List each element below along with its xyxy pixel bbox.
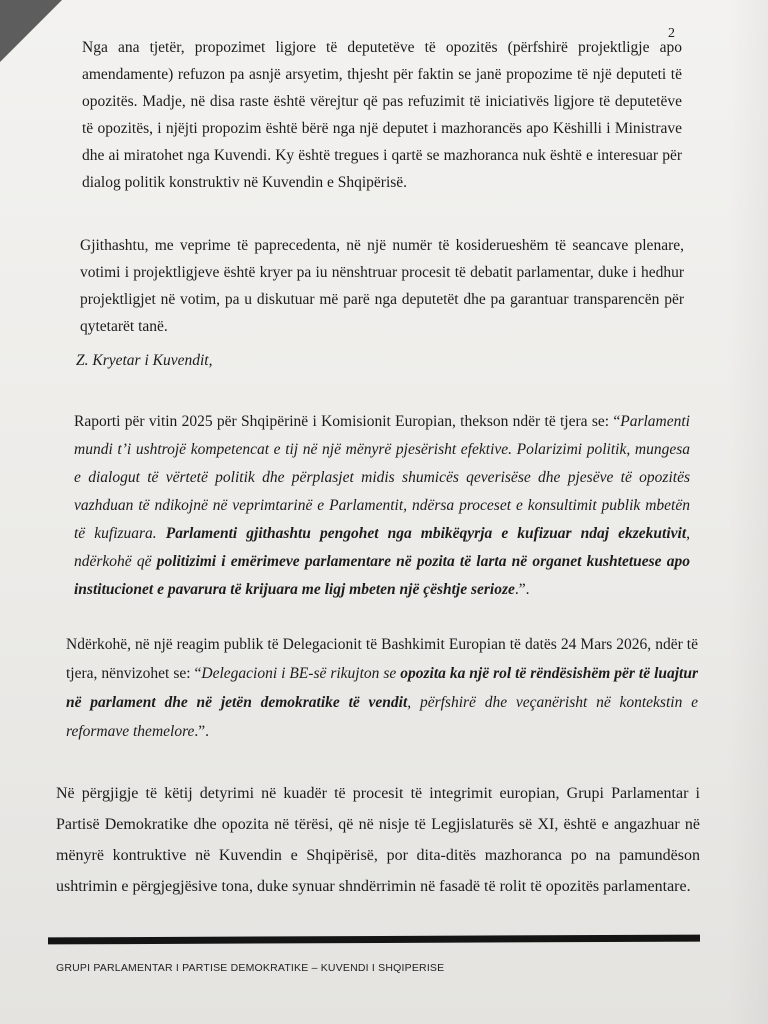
- folded-corner: [0, 0, 62, 62]
- eu-delegation-emphasis: opozita ka një rol të rëndësishëm për të luajtur në parlament dhe në jetën demokratike të vendit: [66, 665, 699, 711]
- ec-report-lead: Raporti për vitin 2025 për Shqipërinë i Komisionit Europian, thekson ndër të tjera se: “: [74, 413, 621, 430]
- ec-report-emphasis-1: Parlamenti gjithashtu pengohet nga mbikëqyrja e kufizuar ndaj ekzekutivit: [165, 525, 687, 542]
- footer-text: GRUPI PARLAMENTAR I PARTISE DEMOKRATIKE – KUVENDI I SHQIPERISE: [56, 962, 445, 974]
- page-shadow: [728, 0, 768, 1024]
- ec-report-tail: .”.: [514, 581, 530, 598]
- paragraph-eu-delegation: [66, 630, 698, 746]
- ec-report-emphasis-2: politizimi i emërimeve parlamentare në pozita të larta në organet kushtetuese apo institucionet e pavarura të krijuara me ligj mbeten një çështje serioze: [74, 553, 690, 598]
- ec-report-quote-1: Parlamenti mundi t’i ushtrojë kompetencat e tij në një mënyrë pjesërisht efektive. Polarizimi politik, mungesa e dialogut të vërtetë politik dhe përplasjet midis shumicës qeverisëse dhe pjesëve të opozitës vazhduan të ndikojnë në veprimtarinë e Parlamentit, ndërsa proceset e konsultimit publik mbetën të kufizuara.: [74, 413, 690, 542]
- eu-delegation-quote-1: Delegacioni i BE-së rikujton se: [201, 665, 401, 682]
- eu-delegation-quote-2: , përfshirë dhe veçanërisht në kontekstin e reformave themelore: [66, 694, 698, 740]
- salutation: Z. Kryetar i Kuvendit,: [76, 352, 213, 369]
- paragraph-ec-report: [74, 408, 690, 604]
- paragraph-voting-without-debate: Gjithashtu, me veprime të paprecedenta, në një numër të kosiderueshëm të seancave plenare, votimi i projektligjeve është kryer pa iu nënshtruar procesit të debatit parlamentar, duke i hedhur projektligjet në votim, pa u diskutuar më parë nga deputetët dhe pa garantuar transparencën për qytetarët tanë.: [80, 237, 684, 335]
- paragraph-opposition-proposals: Nga ana tjetër, propozimet ligjore të deputetëve të opozitës (përfshirë projektligje apo amendamente) refuzon pa asnjë arsyetim, thjesht për faktin se janë propozime të një deputeti të opozitës. Madje, në disa raste është vërejtur që pas refuzimit të iniciativës ligjore të deputetëve të opozitës, i njëjti propozim është bërë nga një deputet i mazhorancës apo Këshilli i Ministrave dhe ai miratohet nga Kuvendi. Ky është tregues i qartë se mazhoranca nuk është e interesuar për dialog politik konstruktiv në Kuvendin e Shqipërisë.: [82, 39, 682, 191]
- ec-report-quote-2: , ndërkohë që: [74, 525, 691, 570]
- footer-rule: [48, 935, 700, 945]
- page-number: 2: [668, 26, 675, 41]
- eu-delegation-lead: Ndërkohë, në një reagim publik të Delegacionit të Bashkimit Europian të datës 24 Mars 2026, ndër të tjera, nënvizohet se: “: [66, 636, 698, 682]
- eu-delegation-tail: .”.: [194, 723, 210, 740]
- paragraph-response-obligation: Në përgjigje të këtij detyrimi në kuadër të procesit të integrimit europian, Grupi Parlamentar i Partisë Demokratike dhe opozita në tërësi, që në nisje të Legjislaturës së XI, është e angazhuar në mënyrë kontruktive në Kuvendin e Shqipërisë, por dita-ditës mazhoranca po na pamundëson ushtrimin e përgjegjësive tona, duke synuar shndërrimin në fasadë të rolit të opozitës parlamentare.: [56, 785, 700, 895]
